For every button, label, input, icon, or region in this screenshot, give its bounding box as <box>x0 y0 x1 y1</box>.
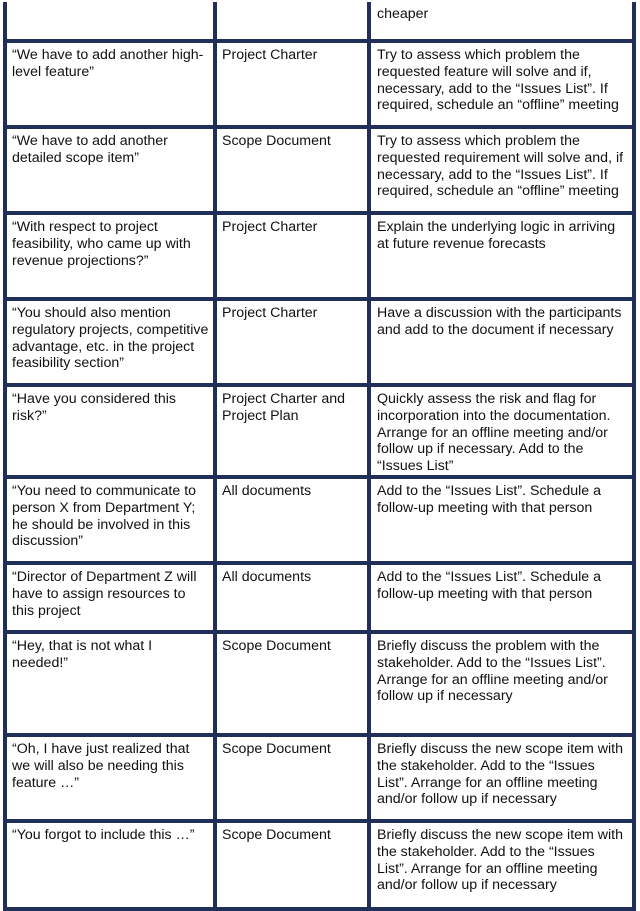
document-cell: Project Charter <box>217 43 371 129</box>
document-cell: Scope Document <box>217 634 371 737</box>
table-row <box>3 129 636 215</box>
action-cell: Briefly discuss the problem with the stakeholder. Add to the “Issues List”. Arrange for an offline meeting and/or follow up if necessary <box>371 634 636 737</box>
document-cell <box>217 2 371 43</box>
document-cell: Project Charter <box>217 301 371 387</box>
document-cell: Scope Document <box>217 129 371 215</box>
statement-cell: “You need to communicate to person X from Department Y; he should be involved in this discussion” <box>3 479 217 565</box>
table-row <box>3 823 636 911</box>
statement-cell <box>3 2 217 43</box>
table-row <box>3 634 636 737</box>
table-row <box>3 737 636 823</box>
table-row <box>3 301 636 387</box>
issues-table <box>3 2 636 911</box>
action-cell: Explain the underlying logic in arriving at future revenue forecasts <box>371 215 636 301</box>
table-row <box>3 2 636 43</box>
document-cell: Project Charter <box>217 215 371 301</box>
document-cell: Project Charter and Project Plan <box>217 387 371 479</box>
action-cell: Briefly discuss the new scope item with the stakeholder. Add to the “Issues List”. Arrange for an offline meeting and/or follow up if necessary <box>371 823 636 911</box>
table-row <box>3 565 636 634</box>
statement-cell: “With respect to project feasibility, who came up with revenue projections?” <box>3 215 217 301</box>
document-cell: All documents <box>217 565 371 634</box>
table-row <box>3 215 636 301</box>
action-cell: Add to the “Issues List”. Schedule a follow-up meeting with that person <box>371 565 636 634</box>
document-cell: Scope Document <box>217 823 371 911</box>
document-cell: All documents <box>217 479 371 565</box>
action-cell: Try to assess which problem the requested feature will solve and if, necessary, add to the “Issues List”. If required, schedule an “offline” meeting <box>371 43 636 129</box>
document-cell: Scope Document <box>217 737 371 823</box>
action-cell: Briefly discuss the new scope item with the stakeholder. Add to the “Issues List”. Arrange for an offline meeting and/or follow up if necessary <box>371 737 636 823</box>
statement-cell: “Oh, I have just realized that we will also be needing this feature …” <box>3 737 217 823</box>
table-row <box>3 387 636 479</box>
action-cell: Try to assess which problem the requested requirement will solve and, if necessary, add to the “Issues List”. If required, schedule an “offline” meeting <box>371 129 636 215</box>
action-cell: Quickly assess the risk and flag for incorporation into the documentation. Arrange for an offline meeting and/or follow up if necessary. Add to the “Issues List” <box>371 387 636 479</box>
statement-cell: “Have you considered this risk?” <box>3 387 217 479</box>
statement-cell: “Hey, that is not what I needed!” <box>3 634 217 737</box>
action-cell: Have a discussion with the participants and add to the document if necessary <box>371 301 636 387</box>
table-row <box>3 43 636 129</box>
statement-cell: “You should also mention regulatory projects, competitive advantage, etc. in the project feasibility section” <box>3 301 217 387</box>
statement-cell: “You forgot to include this …” <box>3 823 217 911</box>
statement-cell: “We have to add another high-level feature” <box>3 43 217 129</box>
action-cell: Add to the “Issues List”. Schedule a follow-up meeting with that person <box>371 479 636 565</box>
statement-cell: “We have to add another detailed scope item” <box>3 129 217 215</box>
statement-cell: “Director of Department Z will have to assign resources to this project <box>3 565 217 634</box>
table-row <box>3 479 636 565</box>
action-cell: cheaper <box>371 2 636 43</box>
